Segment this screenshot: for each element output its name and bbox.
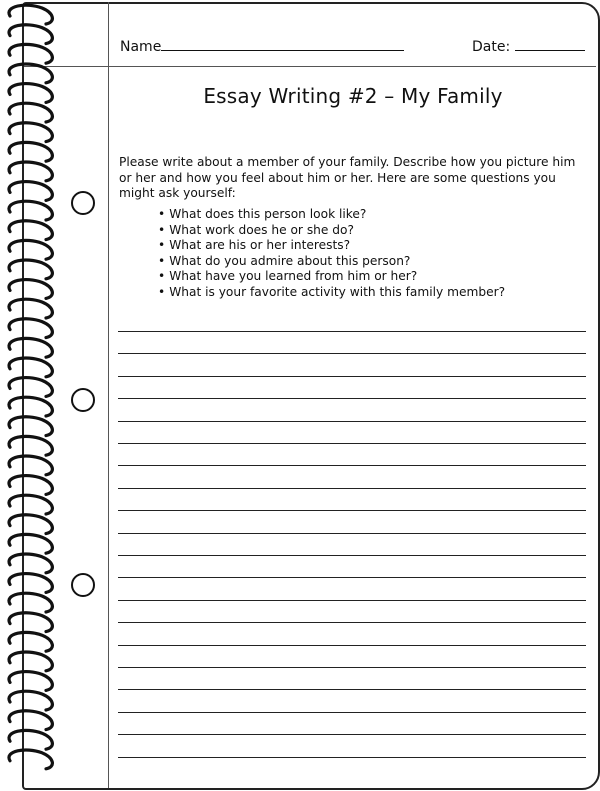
writing-line[interactable]	[118, 510, 586, 511]
spiral-coil-icon	[9, 123, 52, 142]
spiral-coil-icon	[9, 397, 52, 416]
name-field[interactable]	[120, 36, 404, 55]
spiral-coil-icon	[9, 221, 52, 240]
spiral-coil-icon	[9, 162, 52, 181]
spiral-coil-icon	[9, 319, 52, 338]
binder-hole-bottom	[71, 573, 95, 597]
writing-line[interactable]	[118, 465, 586, 466]
spiral-coil-icon	[9, 711, 52, 730]
spiral-coil-icon	[9, 240, 52, 259]
writing-line[interactable]	[118, 376, 586, 377]
writing-line[interactable]	[118, 622, 586, 623]
writing-line[interactable]	[118, 577, 586, 578]
spiral-coil-icon	[9, 593, 52, 612]
spiral-coil-icon	[9, 182, 52, 201]
writing-line[interactable]	[118, 533, 586, 534]
spiral-coil-icon	[9, 456, 52, 475]
spiral-coil-icon	[9, 515, 52, 534]
writing-line[interactable]	[118, 757, 586, 758]
writing-line[interactable]	[118, 600, 586, 601]
spiral-coil-icon	[9, 613, 52, 632]
question-item: • What is your favorite activity with this family member?	[158, 285, 505, 301]
spiral-binding-icon	[0, 0, 70, 791]
spiral-coil-icon	[9, 730, 52, 749]
writing-line[interactable]	[118, 667, 586, 668]
spiral-coil-icon	[9, 299, 52, 318]
writing-line[interactable]	[118, 421, 586, 422]
date-field[interactable]	[472, 36, 585, 55]
question-item: • What does this person look like?	[158, 207, 505, 223]
spiral-coil-icon	[9, 142, 52, 161]
spiral-coil-icon	[9, 378, 52, 397]
spiral-coil-icon	[9, 44, 52, 63]
margin-line	[108, 2, 109, 788]
spiral-coil-icon	[9, 574, 52, 593]
question-list	[158, 207, 505, 300]
instructions-text: Please write about a member of your family. Describe how you picture him or her and how you feel about him or her. Here are some questions you might ask yourself:	[119, 155, 576, 200]
question-item: • What are his or her interests?	[158, 238, 505, 254]
spiral-coil-icon	[9, 495, 52, 514]
spiral-coil-icon	[9, 260, 52, 279]
writing-line[interactable]	[118, 712, 586, 713]
date-blank[interactable]	[515, 36, 585, 51]
writing-line[interactable]	[118, 398, 586, 399]
writing-line[interactable]	[118, 645, 586, 646]
spiral-coil-icon	[9, 338, 52, 357]
spiral-coil-icon	[9, 436, 52, 455]
spiral-coil-icon	[9, 103, 52, 122]
question-item: • What work does he or she do?	[158, 223, 505, 239]
spiral-coil-icon	[9, 632, 52, 651]
spiral-coil-icon	[9, 534, 52, 553]
writing-line[interactable]	[118, 734, 586, 735]
name-label: Name	[120, 39, 162, 55]
spiral-coil-icon	[9, 554, 52, 573]
writing-line[interactable]	[118, 555, 586, 556]
binder-hole-middle	[71, 388, 95, 412]
spiral-coil-icon	[9, 280, 52, 299]
binder-hole-top	[71, 191, 95, 215]
spiral-coil-icon	[9, 84, 52, 103]
spiral-coil-icon	[9, 417, 52, 436]
header-divider	[24, 66, 596, 67]
spiral-coil-icon	[9, 691, 52, 710]
spiral-coil-icon	[9, 201, 52, 220]
spiral-coil-icon	[9, 750, 52, 769]
question-item: • What have you learned from him or her?	[158, 269, 505, 285]
name-blank[interactable]	[161, 36, 404, 51]
spiral-coil-icon	[9, 652, 52, 671]
writing-line[interactable]	[118, 331, 586, 332]
spiral-coil-icon	[9, 25, 52, 44]
spiral-coil-icon	[9, 358, 52, 377]
spiral-coil-icon	[9, 476, 52, 495]
page-title: Essay Writing #2 – My Family	[203, 84, 503, 108]
writing-line[interactable]	[118, 689, 586, 690]
spiral-coil-icon	[9, 64, 52, 83]
writing-line[interactable]	[118, 443, 586, 444]
writing-line[interactable]	[118, 353, 586, 354]
date-label: Date:	[472, 39, 511, 55]
spiral-coil-icon	[9, 5, 52, 24]
spiral-coil-icon	[9, 672, 52, 691]
writing-line[interactable]	[118, 488, 586, 489]
question-item: • What do you admire about this person?	[158, 254, 505, 270]
